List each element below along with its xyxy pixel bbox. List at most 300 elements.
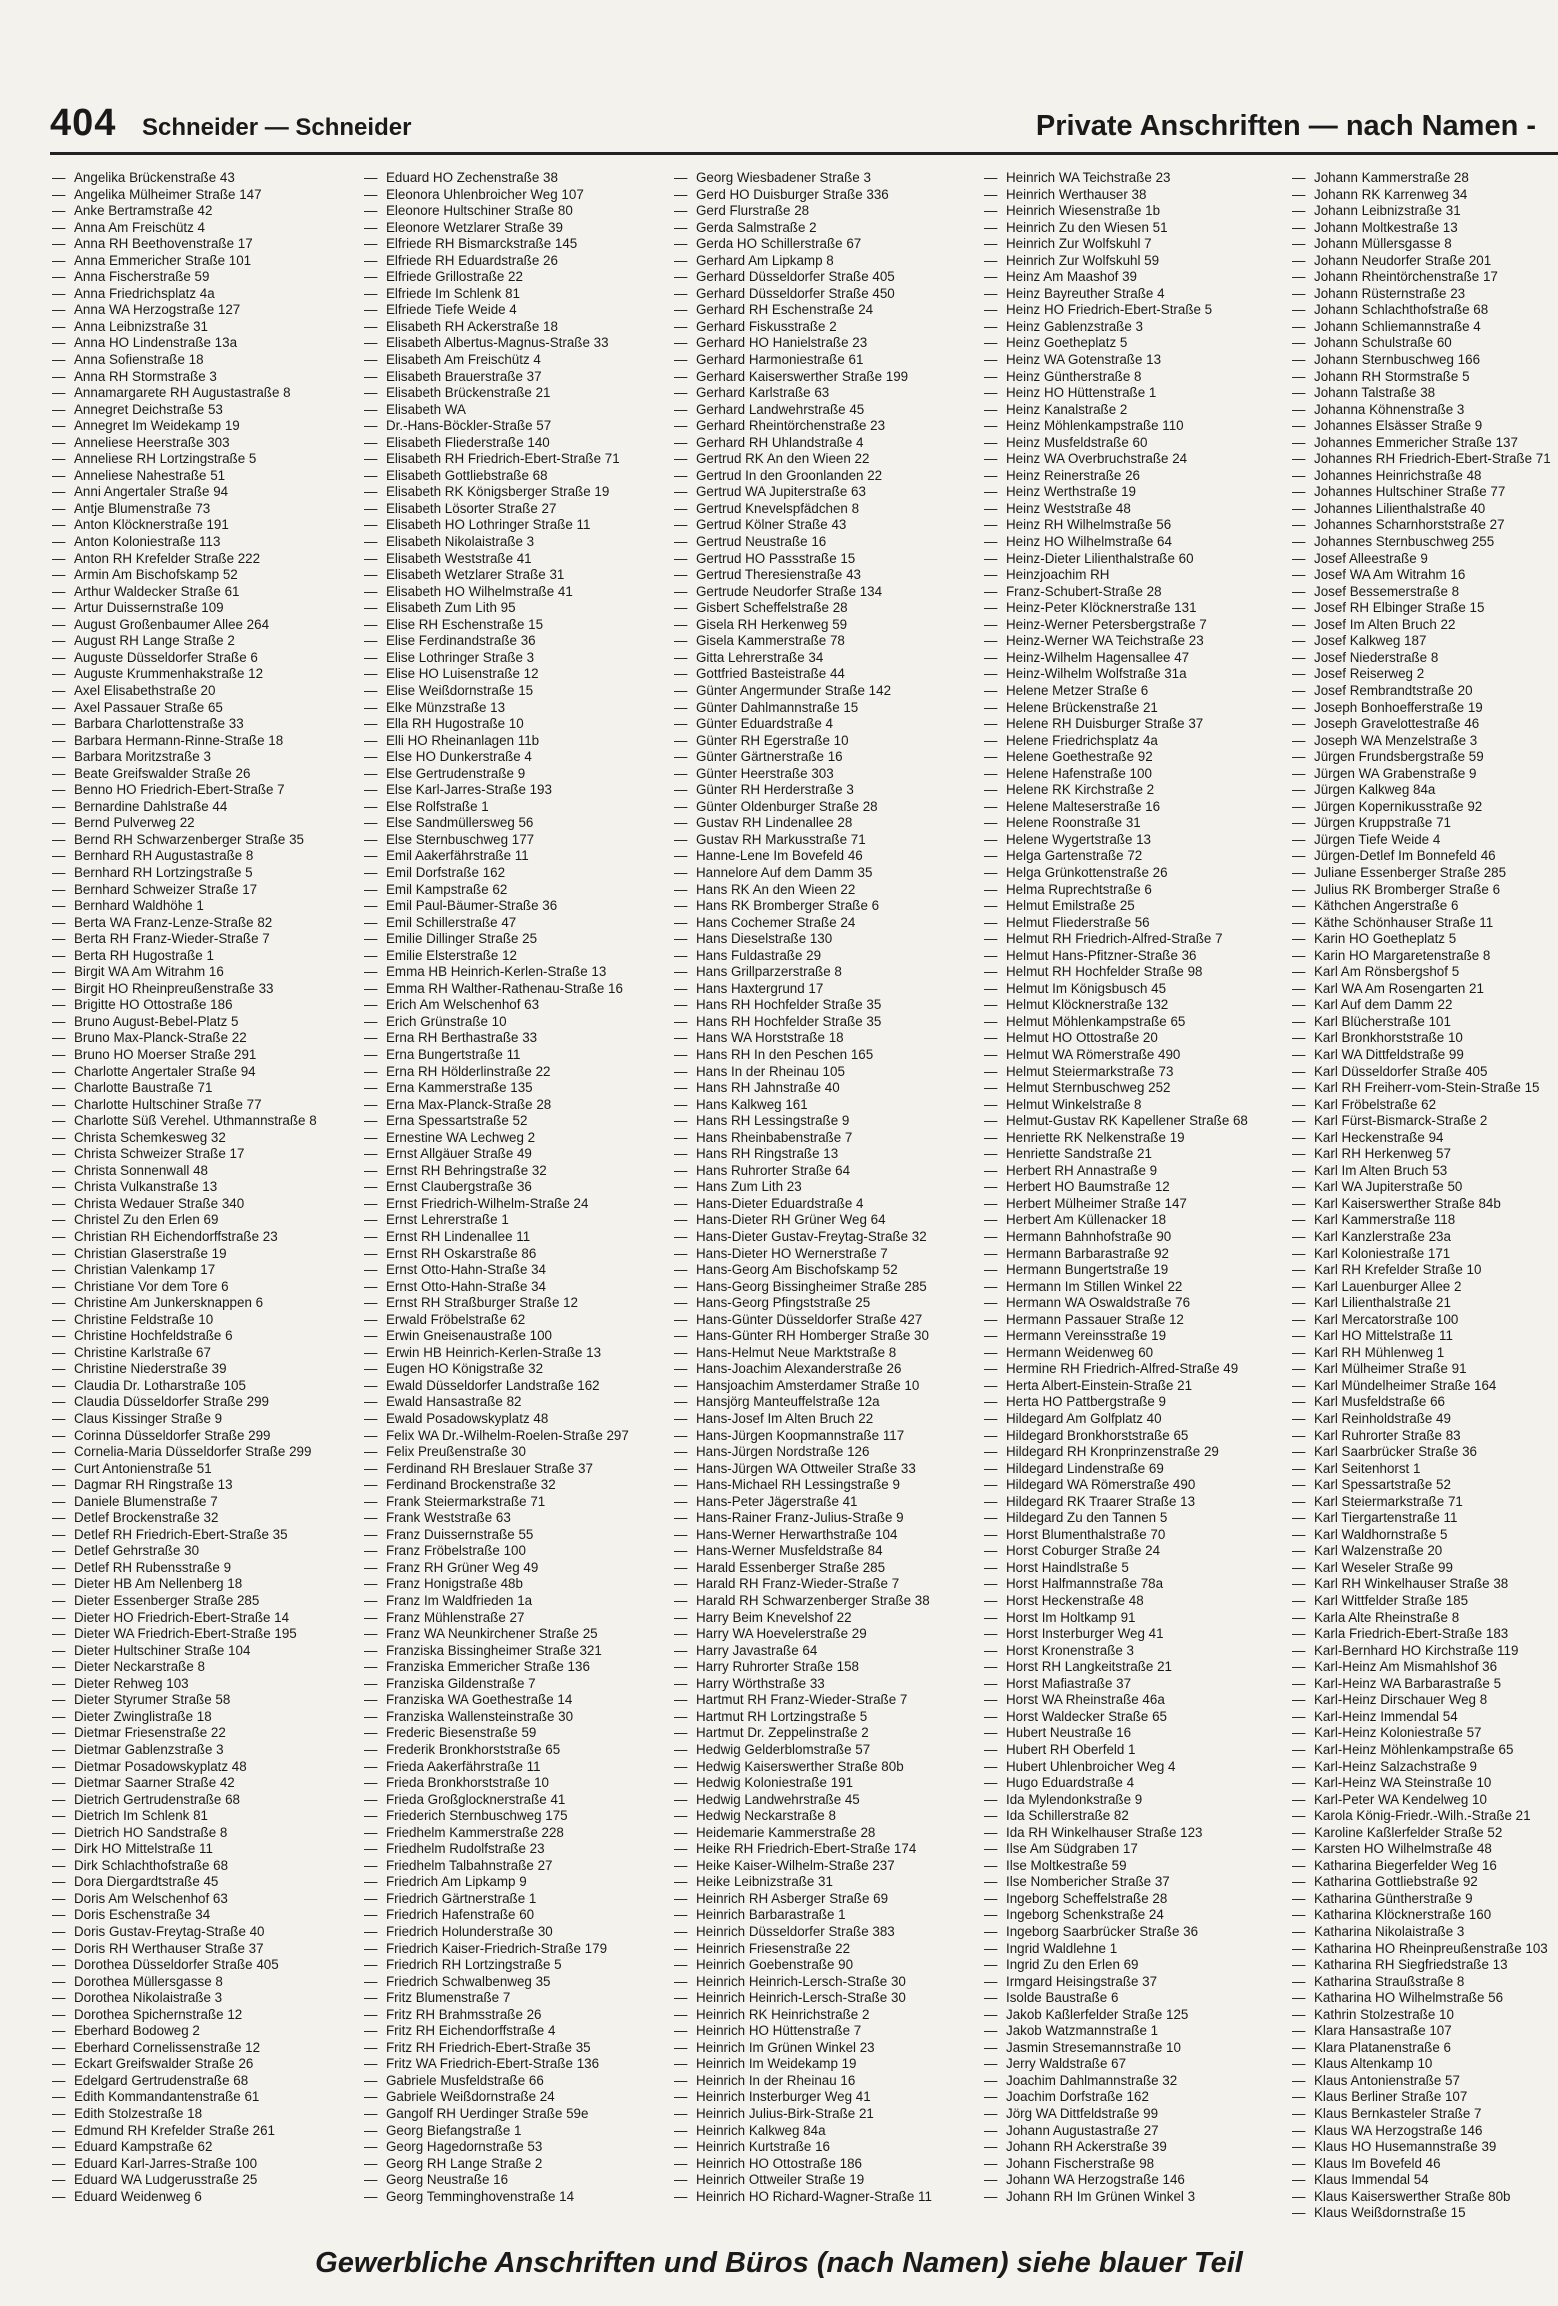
- entry-dash: —: [364, 1576, 378, 1592]
- page-header: [50, 92, 1558, 148]
- entry-text: Bernhard RH Augustastraße 8: [74, 848, 254, 864]
- entry-text: Emil Schillerstraße 47: [386, 914, 517, 930]
- directory-entry: [52, 203, 352, 220]
- directory-entry: [364, 1527, 664, 1544]
- entry-text: Günter RH Herderstraße 3: [696, 782, 854, 798]
- directory-entry: [364, 220, 664, 237]
- entry-text: Anna Sofienstraße 18: [74, 352, 204, 368]
- directory-entry: [984, 964, 1284, 981]
- directory-entry: [364, 1907, 664, 1924]
- directory-entry: [674, 2156, 974, 2173]
- directory-entry: [364, 948, 664, 965]
- entry-dash: —: [984, 2006, 998, 2022]
- entry-text: Charlotte Angertaler Straße 94: [74, 1063, 256, 1079]
- directory-entry: [674, 799, 974, 816]
- directory-entry: [52, 584, 352, 601]
- entry-text: Eleonore Hultschiner Straße 80: [386, 203, 573, 219]
- entry-text: Karl Tiergartenstraße 11: [1314, 1510, 1458, 1526]
- entry-text: Heinrich Friesenstraße 22: [696, 1940, 851, 1956]
- entry-text: Ernst Claubergstraße 36: [386, 1179, 532, 1195]
- entry-text: Elke Münzstraße 13: [386, 699, 506, 715]
- directory-entry: [52, 2139, 352, 2156]
- directory-entry: [984, 700, 1284, 717]
- directory-entry: [984, 782, 1284, 799]
- entry-text: Gertrud Kölner Straße 43: [696, 517, 847, 533]
- directory-entry: [984, 1659, 1284, 1676]
- entry-text: Helmut Emilstraße 25: [1006, 898, 1135, 914]
- directory-entry: [984, 1444, 1284, 1461]
- entry-dash: —: [674, 1262, 688, 1278]
- directory-entry: [52, 1974, 352, 1991]
- entry-text: Jürgen Kalkweg 84a: [1314, 782, 1436, 798]
- entry-dash: —: [52, 600, 66, 616]
- directory-entry: [984, 1229, 1284, 1246]
- entry-dash: —: [364, 1046, 378, 1062]
- entry-text: Karl Kanzlerstraße 23a: [1314, 1229, 1451, 1244]
- directory-entry: [364, 766, 664, 783]
- entry-dash: —: [52, 947, 66, 963]
- entry-dash: —: [364, 1874, 378, 1890]
- directory-entry: [52, 815, 352, 832]
- directory-entry: [364, 203, 664, 220]
- entry-text: Else Gertrudenstraße 9: [386, 765, 526, 781]
- entry-dash: —: [984, 1113, 998, 1129]
- entry-text: Helene Metzer Straße 6: [1006, 682, 1149, 698]
- entry-dash: —: [984, 517, 998, 533]
- directory-entry: [364, 2073, 664, 2090]
- directory-entry: [364, 2156, 664, 2173]
- directory-entry: [52, 567, 352, 584]
- entry-text: Karl Blücherstraße 101: [1314, 1013, 1451, 1029]
- entry-text: Gisela Kammerstraße 78: [696, 633, 845, 649]
- entry-text: Heinrich Kurtstraße 16: [696, 2139, 830, 2155]
- entry-text: Karl Mülheimer Straße 91: [1314, 1361, 1467, 1377]
- directory-entry: [364, 2040, 664, 2057]
- entry-text: Horst Heckenstraße 48: [1006, 1593, 1144, 1609]
- entry-dash: —: [364, 1411, 378, 1427]
- entry-text: Katharina Nikolaistraße 3: [1314, 1923, 1465, 1939]
- entry-dash: —: [984, 583, 998, 599]
- entry-text: Johannes Heinrichstraße 48: [1314, 467, 1482, 483]
- entry-dash: —: [674, 1278, 688, 1294]
- entry-dash: —: [364, 1295, 378, 1311]
- entry-dash: —: [984, 616, 998, 632]
- entry-dash: —: [52, 649, 66, 665]
- entry-text: Hildegard Am Golfplatz 40: [1006, 1411, 1162, 1427]
- entry-dash: —: [364, 947, 378, 963]
- directory-entry: [674, 1676, 974, 1693]
- entry-text: Georg RH Lange Straße 2: [386, 2155, 543, 2171]
- directory-entry: [364, 1725, 664, 1742]
- entry-dash: —: [984, 2023, 998, 2039]
- entry-text: Heinz-Wilhelm Hagensallee 47: [1006, 649, 1190, 665]
- entry-text: Heinz Am Maashof 39: [1006, 269, 1137, 285]
- entry-dash: —: [1292, 219, 1306, 235]
- entry-text: Joachim Dahlmannstraße 32: [1006, 2072, 1178, 2088]
- entry-dash: —: [674, 1394, 688, 1410]
- entry-text: Horst Im Holtkamp 91: [1006, 1609, 1136, 1625]
- directory-entry: [364, 1262, 664, 1279]
- entry-dash: —: [52, 1758, 66, 1774]
- entry-text: Anna HO Lindenstraße 13a: [74, 335, 238, 351]
- directory-entry: [984, 1676, 1284, 1693]
- entry-dash: —: [1292, 1063, 1306, 1079]
- entry-text: Isolde Baustraße 6: [1006, 1990, 1119, 2006]
- entry-dash: —: [984, 831, 998, 847]
- entry-text: Ilse Moltkestraße 59: [1006, 1857, 1127, 1873]
- directory-entry: [1292, 2089, 1558, 2106]
- entry-text: Erich Grünstraße 10: [386, 1013, 507, 1029]
- entry-text: Gerhard RH Uhlandstraße 4: [696, 434, 864, 450]
- entry-dash: —: [364, 831, 378, 847]
- entry-dash: —: [674, 318, 688, 334]
- entry-text: Elisabeth Brückenstraße 21: [386, 385, 551, 401]
- entry-text: Else Karl-Jarres-Straße 193: [386, 782, 552, 798]
- directory-entry: [364, 2007, 664, 2024]
- entry-dash: —: [984, 1808, 998, 1824]
- entry-text: Frieda Großglocknerstraße 41: [386, 1791, 566, 1807]
- entry-dash: —: [52, 749, 66, 765]
- directory-entry: [674, 1725, 974, 1742]
- entry-dash: —: [52, 170, 66, 185]
- directory-entry: [674, 666, 974, 683]
- directory-entry: [364, 402, 664, 419]
- entry-text: Jakob Watzmannstraße 1: [1006, 2023, 1159, 2039]
- entry-dash: —: [674, 682, 688, 698]
- entry-dash: —: [1292, 2006, 1306, 2022]
- directory-entry: [1292, 584, 1558, 601]
- entry-text: Erna RH Hölderlinstraße 22: [386, 1063, 551, 1079]
- entry-dash: —: [984, 2172, 998, 2188]
- directory-entry: [984, 898, 1284, 915]
- entry-text: Karl Heckenstraße 94: [1314, 1129, 1444, 1145]
- entry-dash: —: [1292, 864, 1306, 880]
- entry-text: Christian Glaserstraße 19: [74, 1245, 227, 1261]
- entry-dash: —: [364, 500, 378, 516]
- entry-dash: —: [52, 1559, 66, 1575]
- directory-entry: [674, 1196, 974, 1213]
- entry-dash: —: [984, 1775, 998, 1791]
- entry-dash: —: [1292, 914, 1306, 930]
- entry-text: Hartmut RH Lortzingstraße 5: [696, 1708, 868, 1724]
- directory-entry: [1292, 1246, 1558, 1263]
- entry-text: Anna RH Stormstraße 3: [74, 368, 217, 384]
- entry-dash: —: [1292, 302, 1306, 318]
- directory-entry: [364, 1974, 664, 1991]
- entry-text: Hannelore Auf dem Damm 35: [696, 864, 873, 880]
- directory-entry: [674, 1361, 974, 1378]
- directory-entry: [52, 1775, 352, 1792]
- directory-entry: [1292, 1974, 1558, 1991]
- directory-entry: [984, 2040, 1284, 2057]
- entry-text: Ernestine WA Lechweg 2: [386, 1129, 536, 1145]
- entry-text: Ernst RH Behringstraße 32: [386, 1162, 547, 1178]
- directory-entry: [364, 286, 664, 303]
- entry-dash: —: [1292, 1526, 1306, 1542]
- directory-entry: [674, 2007, 974, 2024]
- directory-entry: [984, 435, 1284, 452]
- directory-entry: [52, 1064, 352, 1081]
- directory-entry: [1292, 187, 1558, 204]
- entry-text: Klaus Altenkamp 10: [1314, 2056, 1433, 2072]
- directory-entry: [1292, 1411, 1558, 1428]
- entry-text: Karl RH Mühlenweg 1: [1314, 1344, 1445, 1360]
- directory-entry: [674, 269, 974, 286]
- entry-text: Karl Mercatorstraße 100: [1314, 1311, 1459, 1327]
- entry-text: Johann Schlachthofstraße 68: [1314, 302, 1489, 318]
- entry-text: Karl Weseler Straße 99: [1314, 1559, 1453, 1575]
- directory-entry: [364, 1328, 664, 1345]
- entry-dash: —: [52, 1708, 66, 1724]
- entry-text: Josef Kalkweg 187: [1314, 633, 1427, 649]
- entry-dash: —: [1292, 699, 1306, 715]
- entry-text: Horst WA Rheinstraße 46a: [1006, 1692, 1165, 1708]
- entry-text: Hans-Georg Pfingststraße 25: [696, 1295, 871, 1311]
- entry-dash: —: [674, 831, 688, 847]
- entry-dash: —: [1292, 2172, 1306, 2188]
- directory-entry: [52, 733, 352, 750]
- entry-dash: —: [52, 2155, 66, 2171]
- entry-text: Charlotte Süß Verehel. Uthmannstraße 8: [74, 1113, 317, 1129]
- entry-dash: —: [52, 997, 66, 1013]
- entry-text: Jürgen Tiefe Weide 4: [1314, 831, 1441, 847]
- directory-entry: [52, 1428, 352, 1445]
- entry-dash: —: [364, 1775, 378, 1791]
- directory-entry: [984, 1527, 1284, 1544]
- entry-dash: —: [984, 1195, 998, 1211]
- directory-entry: [674, 1262, 974, 1279]
- entry-text: Karla Alte Rheinstraße 8: [1314, 1609, 1460, 1625]
- directory-entry: [984, 220, 1284, 237]
- directory-entry: [52, 1792, 352, 1809]
- directory-entry: [52, 385, 352, 402]
- entry-text: Karl-Heinz Koloniestraße 57: [1314, 1725, 1482, 1741]
- directory-entry: [984, 1808, 1284, 1825]
- entry-text: Elise Lothringer Straße 3: [386, 649, 535, 665]
- directory-entry: [984, 1792, 1284, 1809]
- directory-entry: [1292, 501, 1558, 518]
- directory-entry: [674, 815, 974, 832]
- entry-dash: —: [984, 170, 998, 185]
- entry-dash: —: [984, 1129, 998, 1145]
- entry-dash: —: [674, 1477, 688, 1493]
- entry-dash: —: [984, 467, 998, 483]
- directory-entry: [674, 633, 974, 650]
- entry-dash: —: [364, 1146, 378, 1162]
- entry-text: Hermann Passauer Straße 12: [1006, 1311, 1184, 1327]
- directory-entry: [984, 1064, 1284, 1081]
- directory-entry: [984, 1196, 1284, 1213]
- entry-text: Heinz HO Friedrich-Ebert-Straße 5: [1006, 302, 1213, 318]
- entry-dash: —: [1292, 2155, 1306, 2171]
- entry-text: Bernhard RH Lortzingstraße 5: [74, 864, 253, 880]
- entry-dash: —: [364, 1741, 378, 1757]
- directory-entry: [52, 650, 352, 667]
- directory-entry: [52, 1543, 352, 1560]
- entry-dash: —: [364, 1973, 378, 1989]
- directory-entry: [984, 319, 1284, 336]
- entry-dash: —: [52, 352, 66, 368]
- directory-entry: [52, 1808, 352, 1825]
- entry-dash: —: [52, 765, 66, 781]
- directory-entry: [52, 369, 352, 386]
- entry-dash: —: [364, 401, 378, 417]
- entry-text: Hans-Jürgen Koopmannstraße 117: [696, 1427, 905, 1443]
- entry-text: Helmut Winkelstraße 8: [1006, 1096, 1142, 1112]
- directory-entry: [674, 402, 974, 419]
- entry-dash: —: [1292, 1775, 1306, 1791]
- entry-text: Elisabeth Nikolaistraße 3: [386, 534, 535, 550]
- directory-entry: [674, 1593, 974, 1610]
- directory-entry: [52, 220, 352, 237]
- entry-dash: —: [52, 1576, 66, 1592]
- entry-dash: —: [1292, 1923, 1306, 1939]
- entry-text: Heike RH Friedrich-Ebert-Straße 174: [696, 1841, 917, 1857]
- entry-text: Johann RH Stormstraße 5: [1314, 368, 1470, 384]
- entry-text: Jasmin Stresemannstraße 10: [1006, 2039, 1181, 2055]
- entry-text: Dieter Zwinglistraße 18: [74, 1708, 212, 1724]
- directory-entry: [674, 484, 974, 501]
- entry-text: Klaus Immendal 54: [1314, 2172, 1429, 2188]
- directory-entry: [1292, 915, 1558, 932]
- directory-entry: [1292, 170, 1558, 187]
- entry-dash: —: [52, 1080, 66, 1096]
- directory-entry: [1292, 1792, 1558, 1809]
- entry-text: Harry WA Hoevelerstraße 29: [696, 1626, 867, 1642]
- entry-text: Hans RK Bromberger Straße 6: [696, 898, 880, 914]
- directory-entry: [1292, 964, 1558, 981]
- entry-text: Hedwig Neckarstraße 8: [696, 1808, 836, 1824]
- entry-text: Frank Weststraße 63: [386, 1510, 511, 1526]
- entry-dash: —: [1292, 1361, 1306, 1377]
- entry-dash: —: [364, 583, 378, 599]
- entry-text: Elisabeth RK Königsberger Straße 19: [386, 484, 610, 500]
- directory-entry: [1292, 815, 1558, 832]
- entry-text: August Großenbaumer Allee 264: [74, 616, 270, 632]
- entry-text: Klara Hansastraße 107: [1314, 2023, 1452, 2039]
- directory-entry: [52, 1080, 352, 1097]
- directory-entry: [364, 1047, 664, 1064]
- entry-text: Josef Niederstraße 8: [1314, 649, 1439, 665]
- entry-dash: —: [674, 1030, 688, 1046]
- entry-dash: —: [674, 815, 688, 831]
- directory-entry: [984, 451, 1284, 468]
- entry-text: Hans-Jürgen Nordstraße 126: [696, 1444, 870, 1460]
- directory-entry: [364, 1808, 664, 1825]
- entry-dash: —: [674, 1080, 688, 1096]
- directory-entry: [984, 1113, 1284, 1130]
- directory-entry: [52, 1841, 352, 1858]
- entry-dash: —: [984, 1791, 998, 1807]
- directory-entry: [364, 1212, 664, 1229]
- entry-text: Henriette RK Nelkenstraße 19: [1006, 1129, 1185, 1145]
- entry-dash: —: [1292, 2205, 1306, 2221]
- directory-entry: [364, 1163, 664, 1180]
- entry-dash: —: [674, 335, 688, 351]
- entry-text: Heinrich In der Rheinau 16: [696, 2072, 856, 2088]
- entry-text: Elise Ferdinandstraße 36: [386, 633, 536, 649]
- entry-text: Karl-Heinz Am Mismahlshof 36: [1314, 1659, 1498, 1675]
- entry-dash: —: [52, 1725, 66, 1741]
- entry-dash: —: [674, 2006, 688, 2022]
- entry-text: Karl HO Mittelstraße 11: [1314, 1328, 1453, 1344]
- entry-dash: —: [1292, 1758, 1306, 1774]
- entry-dash: —: [364, 1162, 378, 1178]
- directory-entry: [674, 931, 974, 948]
- entry-dash: —: [674, 170, 688, 185]
- entry-dash: —: [984, 1063, 998, 1079]
- entry-text: Katharina HO Wilhelmstraße 56: [1314, 1990, 1504, 2006]
- entry-text: Franz Im Waldfrieden 1a: [386, 1593, 533, 1609]
- directory-entry: [1292, 1593, 1558, 1610]
- entry-dash: —: [674, 1444, 688, 1460]
- entry-text: Frederik Bronkhorststraße 65: [386, 1741, 561, 1757]
- directory-entry: [52, 1477, 352, 1494]
- entry-text: Joseph WA Menzelstraße 3: [1314, 732, 1478, 748]
- directory-entry: [364, 1759, 664, 1776]
- directory-entry: [674, 369, 974, 386]
- entry-dash: —: [52, 1311, 66, 1327]
- directory-entry: [52, 617, 352, 634]
- entry-dash: —: [984, 302, 998, 318]
- directory-entry: [52, 766, 352, 783]
- entry-text: Helene Brückenstraße 21: [1006, 699, 1158, 715]
- entry-dash: —: [364, 1328, 378, 1344]
- entry-dash: —: [52, 1907, 66, 1923]
- entry-text: Heinz-Werner Petersbergstraße 7: [1006, 616, 1207, 632]
- directory-entry: [52, 302, 352, 319]
- directory-entry: [52, 1527, 352, 1544]
- directory-entry: [674, 1891, 974, 1908]
- entry-dash: —: [52, 1129, 66, 1145]
- entry-dash: —: [364, 567, 378, 583]
- entry-dash: —: [364, 203, 378, 219]
- entry-dash: —: [1292, 385, 1306, 401]
- entry-text: Corinna Düsseldorfer Straße 299: [74, 1427, 271, 1443]
- entry-text: Birgit WA Am Witrahm 16: [74, 964, 224, 980]
- entry-dash: —: [364, 1890, 378, 1906]
- directory-entry: [674, 1494, 974, 1511]
- entry-dash: —: [1292, 1874, 1306, 1890]
- entry-text: Hans RH Lessingstraße 9: [696, 1113, 850, 1129]
- directory-entry: [984, 650, 1284, 667]
- entry-dash: —: [984, 1957, 998, 1973]
- entry-text: Hans Kalkweg 161: [696, 1096, 808, 1112]
- directory-entry: [674, 1444, 974, 1461]
- directory-entry: [674, 1047, 974, 1064]
- directory-entry: [674, 997, 974, 1014]
- entry-text: Beate Greifswalder Straße 26: [74, 765, 251, 781]
- directory-entry: [1292, 1775, 1558, 1792]
- entry-dash: —: [984, 600, 998, 616]
- entry-dash: —: [364, 600, 378, 616]
- entry-text: Detlef Gehrstraße 30: [74, 1543, 200, 1559]
- directory-entry: [674, 170, 974, 187]
- directory-entry: [984, 2056, 1284, 2073]
- entry-dash: —: [364, 1030, 378, 1046]
- directory-entry: [364, 1626, 664, 1643]
- directory-entry: [1292, 1808, 1558, 1825]
- directory-entry: [364, 418, 664, 435]
- entry-text: Johann Rüsternstraße 23: [1314, 285, 1466, 301]
- directory-entry: [674, 1709, 974, 1726]
- entry-text: Karl Steiermarkstraße 71: [1314, 1493, 1463, 1509]
- entry-dash: —: [1292, 1973, 1306, 1989]
- entry-text: Karl-Heinz Immendal 54: [1314, 1708, 1458, 1724]
- directory-entry: [1292, 418, 1558, 435]
- directory-entry: [984, 534, 1284, 551]
- directory-entry: [52, 253, 352, 270]
